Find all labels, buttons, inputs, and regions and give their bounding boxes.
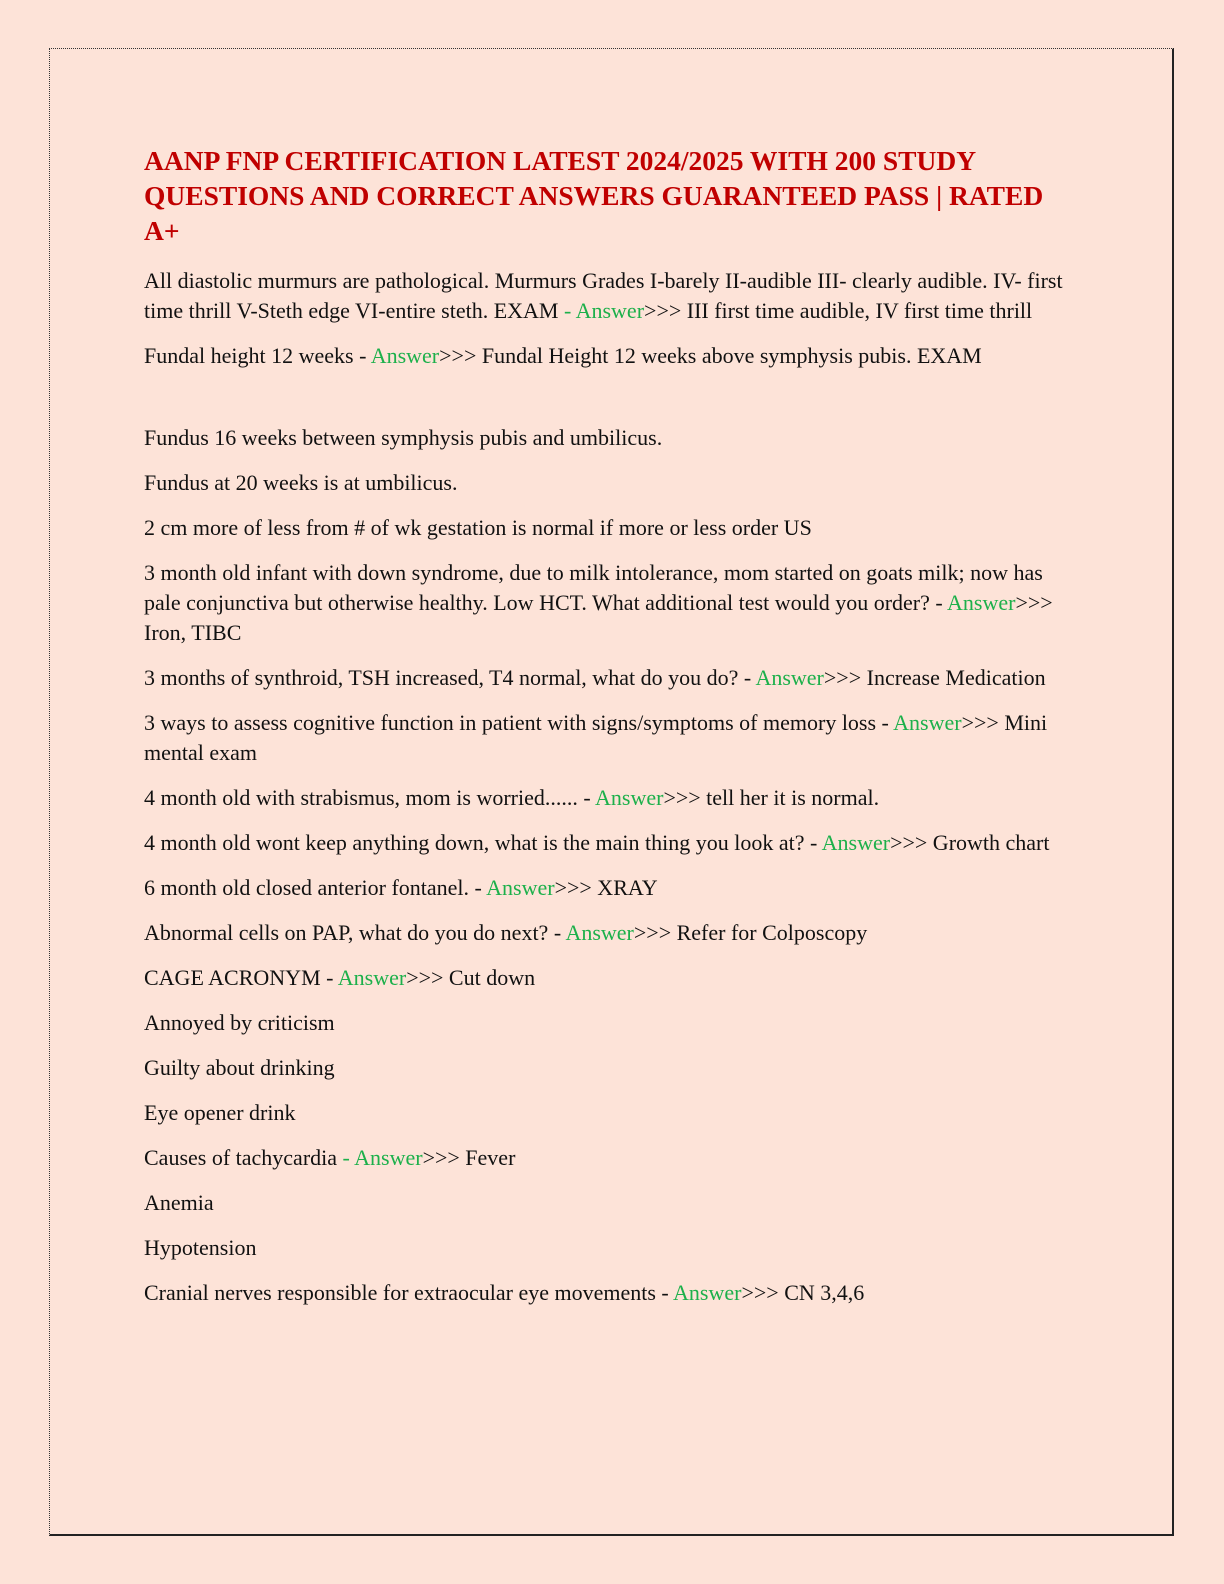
qa-item [144, 1143, 1084, 1173]
text-item: Fundus at 20 weeks is at umbilicus. [144, 470, 458, 495]
qa-item [144, 708, 1084, 768]
qa-item [144, 558, 1084, 648]
qa-item [144, 783, 1084, 813]
answer-marker: Answer [673, 1280, 742, 1305]
answer-marker: Answer [595, 785, 664, 810]
question-text: Fundal height 12 weeks - [144, 343, 371, 368]
question-text: All diastolic murmurs are pathological. Murmurs Grades I-barely II-audible III- clearly audible. IV- first time thrill V-Steth edge VI-entire steth. EXAM [144, 268, 1063, 323]
document-title: AANP FNP CERTIFICATION LATEST 2024/2025 WITH 200 STUDY QUESTIONS AND CORRECT ANSWERS GUARANTEED PASS | RATED A+ [144, 145, 1044, 246]
question-text: 3 ways to assess cognitive function in patient with signs/symptoms of memory loss - [144, 710, 894, 735]
answer-text: >>> Mini mental exam [144, 710, 1048, 765]
answer-marker: Answer [565, 920, 634, 945]
question-text: CAGE ACRONYM - [144, 965, 338, 990]
answer-marker: Answer [486, 875, 555, 900]
qa-item [144, 963, 1084, 993]
text-item: Fundus 16 weeks between symphysis pubis and umbilicus. [144, 425, 663, 450]
qa-item [144, 266, 1084, 326]
question-text: Abnormal cells on PAP, what do you do next? - [144, 920, 566, 945]
document-body [144, 143, 1084, 1323]
text-item: Anemia [144, 1190, 214, 1215]
answer-text: >>> III first time audible, IV first time thrill [644, 298, 1033, 323]
qa-item [144, 341, 1084, 371]
answer-text: >>> XRAY [554, 875, 658, 900]
question-text: 3 month old infant with down syndrome, due to milk intolerance, mom started on goats milk; now has pale conjunctiva but otherwise healthy. Low HCT. What additional test would you order? - [144, 560, 1043, 615]
text-item: 2 cm more of less from # of wk gestation is normal if more or less order US [144, 515, 812, 540]
answer-marker: - Answer [558, 298, 645, 323]
answer-marker: Answer [337, 965, 407, 990]
answer-text: >>> Iron, TIBC [144, 590, 1053, 645]
qa-item [144, 1278, 1084, 1308]
answer-marker: Answer [370, 343, 440, 368]
qa-item [144, 663, 1084, 693]
text-item: Eye opener drink [144, 1100, 296, 1125]
question-text: 3 months of synthroid, TSH increased, T4 normal, what do you do? - [144, 665, 756, 690]
answer-marker: Answer [821, 830, 891, 855]
text-item: Hypotension [144, 1235, 257, 1260]
answer-marker: Answer [755, 665, 824, 690]
answer-text: >>> Increase Medication [823, 665, 1046, 690]
answer-text: >>> Refer for Colposcopy [633, 920, 868, 945]
answer-text: >>> CN 3,4,6 [741, 1280, 865, 1305]
answer-text: >>> Fundal Height 12 weeks above symphysis pubis. EXAM [439, 343, 982, 368]
question-text: Cranial nerves responsible for extraocular eye movements - [144, 1280, 674, 1305]
qa-item [144, 828, 1084, 858]
question-text: 6 month old closed anterior fontanel. - [144, 875, 487, 900]
answer-text: >>> Cut down [406, 965, 536, 990]
answer-text: >>> Fever [422, 1145, 516, 1170]
text-item: Guilty about drinking [144, 1055, 335, 1080]
question-text: Causes of tachycardia [144, 1145, 338, 1170]
question-text: 4 month old with strabismus, mom is worried...... - [144, 785, 595, 810]
answer-marker: - Answer [337, 1145, 423, 1170]
qa-item [144, 873, 1084, 903]
qa-item [144, 918, 1084, 948]
answer-text: >>> tell her it is normal. [663, 785, 880, 810]
answer-text: >>> Growth chart [890, 830, 1050, 855]
answer-marker: Answer [893, 710, 962, 735]
question-text: 4 month old wont keep anything down, what is the main thing you look at? - [144, 830, 822, 855]
answer-marker: Answer [947, 590, 1016, 615]
text-item: Annoyed by criticism [144, 1010, 335, 1035]
